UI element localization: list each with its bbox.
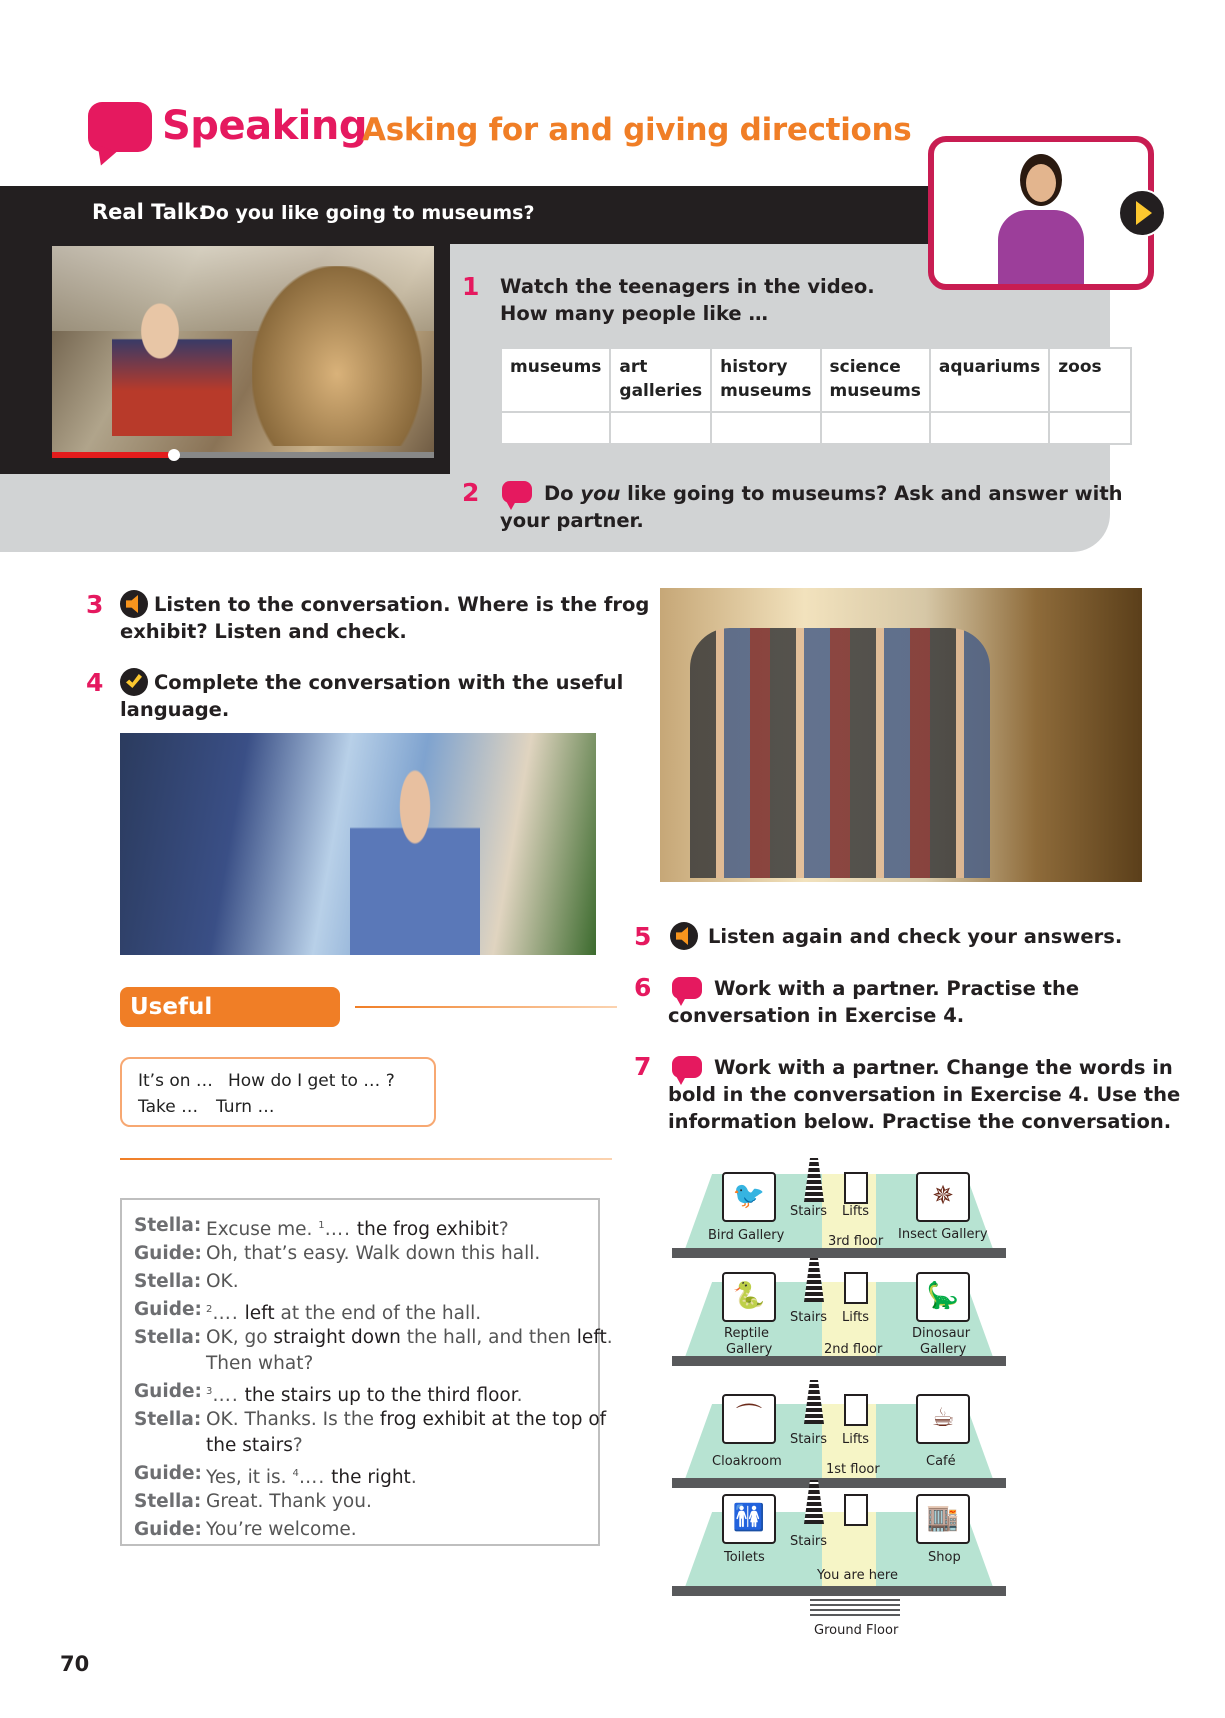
useful-language-title: Useful language (120, 987, 340, 1027)
girl-presenter (990, 154, 1090, 284)
stairs-icon (804, 1258, 824, 1302)
room-label: Gallery (920, 1342, 967, 1357)
group-of-teenagers (690, 628, 990, 878)
exercise-3-line1: Listen to the conversation. Where is the frog (154, 593, 650, 616)
hanger-icon: ⌒ (722, 1394, 776, 1444)
exercise-7-line2: bold in the conversation in Exercise 4. Use the (668, 1083, 1181, 1106)
snake-icon: 🐍 (722, 1272, 776, 1322)
pair-work-icon (672, 1056, 702, 1078)
floor-edge (672, 1478, 1006, 1488)
room-label: Reptile (724, 1326, 770, 1341)
room-label: Insect Gallery (898, 1227, 988, 1242)
answer-cell[interactable] (711, 412, 820, 444)
col-science-museums: science museums (821, 348, 930, 412)
speech-bubble-icon (88, 102, 152, 152)
conversation-box: Stella: Excuse me. $^1$…. the frog exhibit? Guide: Oh, that’s easy. Walk down this hall. Stella: OK. Guide: $^2$…. left at the end of the hall. Stella: OK, go straight down the hall, and then left. Then what? Guide: $^3$…. the stairs up to the third floor. Stella: OK. Thanks. Is the frog exhibit at the top of the stairs? Guide: Yes, it is. $^4$…. the right. Stella: Great. Thank you. Guide: You’re welcome. (120, 1198, 600, 1546)
answer-cell[interactable] (930, 412, 1049, 444)
phrase: How do I get to … ? (228, 1071, 395, 1091)
exercise-7-number: 7 (634, 1052, 652, 1081)
museums-table (500, 347, 1132, 445)
lift-icon (844, 1272, 868, 1304)
phrase: Turn … (216, 1097, 275, 1117)
you-are-here-label: You are here (817, 1568, 898, 1583)
real-talk-question: Do you like going to museums? (200, 202, 535, 224)
camel-statue (252, 266, 422, 446)
exercise-7-line1: Work with a partner. Change the words in (714, 1056, 1173, 1079)
page-number: 70 (60, 1652, 90, 1676)
exercise-2-number: 2 (462, 478, 480, 507)
stairs-label: Stairs (790, 1534, 828, 1549)
col-aquariums: aquariums (930, 348, 1049, 412)
floor-label: 2nd floor (824, 1342, 883, 1357)
exercise-2-line2: your partner. (500, 509, 644, 532)
exercise-2-line1: Do you like going to museums? Ask and answer with (544, 482, 1123, 505)
lifts-label: Lifts (842, 1204, 870, 1219)
exercise-3-line2: exhibit? Listen and check. (120, 620, 407, 643)
answer-cell[interactable] (1049, 412, 1131, 444)
divider (355, 1006, 617, 1008)
dinosaur-icon: 🦕 (916, 1272, 970, 1322)
presenter-face (1026, 164, 1056, 202)
video-progress-handle[interactable] (168, 449, 180, 461)
room-label: Dinosaur (912, 1326, 971, 1341)
exercise-7-line3: information below. Practise the conversation. (668, 1110, 1172, 1133)
girl-with-map-photo (120, 733, 596, 955)
real-talk-label: Real Talk: (92, 200, 207, 224)
lifts-label: Lifts (842, 1432, 870, 1447)
exercise-4-line1: Complete the conversation with the useful (154, 671, 624, 694)
col-history-museums: history museums (711, 348, 820, 412)
stairs-icon (804, 1158, 824, 1202)
exercise-4-number: 4 (86, 668, 104, 697)
exercise-5-number: 5 (634, 922, 652, 951)
exercise-4-line2: language. (120, 698, 230, 721)
lift-icon (844, 1172, 868, 1204)
teenagers-museum-photo (660, 588, 1142, 882)
answer-cell[interactable] (501, 412, 610, 444)
exercise-1-number: 1 (462, 272, 480, 301)
exercise-1-line2: How many people like … (500, 302, 768, 325)
exercise-6-line1: Work with a partner. Practise the (714, 977, 1080, 1000)
video-progress-fill (52, 452, 174, 458)
floor-label: 3rd floor (828, 1234, 884, 1249)
bird-icon: 🐦 (722, 1172, 776, 1222)
col-museums: museums (501, 348, 610, 412)
presenter-shirt (998, 210, 1084, 290)
lifts-label: Lifts (842, 1310, 870, 1325)
exercise-1-line1: Watch the teenagers in the video. (500, 275, 875, 298)
entrance-steps (810, 1596, 900, 1616)
shop-icon: 🏬 (916, 1494, 970, 1544)
floor-ground (672, 1503, 1006, 1600)
audio-icon[interactable] (670, 922, 698, 950)
answer-cell[interactable] (610, 412, 711, 444)
audio-icon[interactable] (120, 590, 148, 618)
room-label: Cloakroom (712, 1454, 782, 1469)
pair-work-icon (672, 977, 702, 999)
stairs-label: Stairs (790, 1310, 828, 1325)
exercise-6-line2: conversation in Exercise 4. (668, 1004, 965, 1027)
phrase: Take … (138, 1097, 199, 1117)
floor-1 (672, 1404, 1006, 1492)
section-title: Speaking (162, 103, 367, 149)
stairs-label: Stairs (790, 1432, 828, 1447)
lift-icon (844, 1394, 868, 1426)
divider (120, 1158, 612, 1160)
col-art-galleries: art galleries (610, 348, 711, 412)
floor-label: 1st floor (826, 1462, 880, 1477)
ground-floor-label: Ground Floor (814, 1623, 899, 1638)
coffee-cup-icon: ☕ (916, 1394, 970, 1444)
lift-icon (844, 1494, 868, 1526)
pair-work-icon (502, 481, 532, 503)
room-label: Shop (928, 1550, 961, 1565)
phrase: It’s on … (138, 1071, 213, 1091)
floor-3 (672, 1174, 1006, 1262)
floor-2 (672, 1282, 1006, 1370)
museum-video-still[interactable] (52, 246, 434, 458)
answer-cell[interactable] (821, 412, 930, 444)
floor-edge (672, 1586, 1006, 1596)
room-label: Bird Gallery (708, 1228, 785, 1243)
page-title: Asking for and giving directions (362, 112, 912, 148)
check-icon (120, 668, 148, 696)
toilets-icon: 🚻 (722, 1494, 776, 1544)
stairs-icon (804, 1380, 824, 1424)
room-label: Gallery (726, 1342, 773, 1357)
exercise-6-number: 6 (634, 973, 652, 1002)
girl-reading-map (350, 763, 480, 955)
useful-language-box (120, 1057, 436, 1127)
exercise-5-text: Listen again and check your answers. (708, 925, 1123, 948)
room-label: Toilets (724, 1550, 765, 1565)
exercise-3-number: 3 (86, 590, 104, 619)
room-label: Café (926, 1454, 956, 1469)
play-icon[interactable] (1118, 189, 1166, 237)
stairs-label: Stairs (790, 1204, 828, 1219)
boys-figure (112, 286, 232, 436)
spider-icon: ✵ (916, 1172, 970, 1222)
col-zoos: zoos (1049, 348, 1131, 412)
